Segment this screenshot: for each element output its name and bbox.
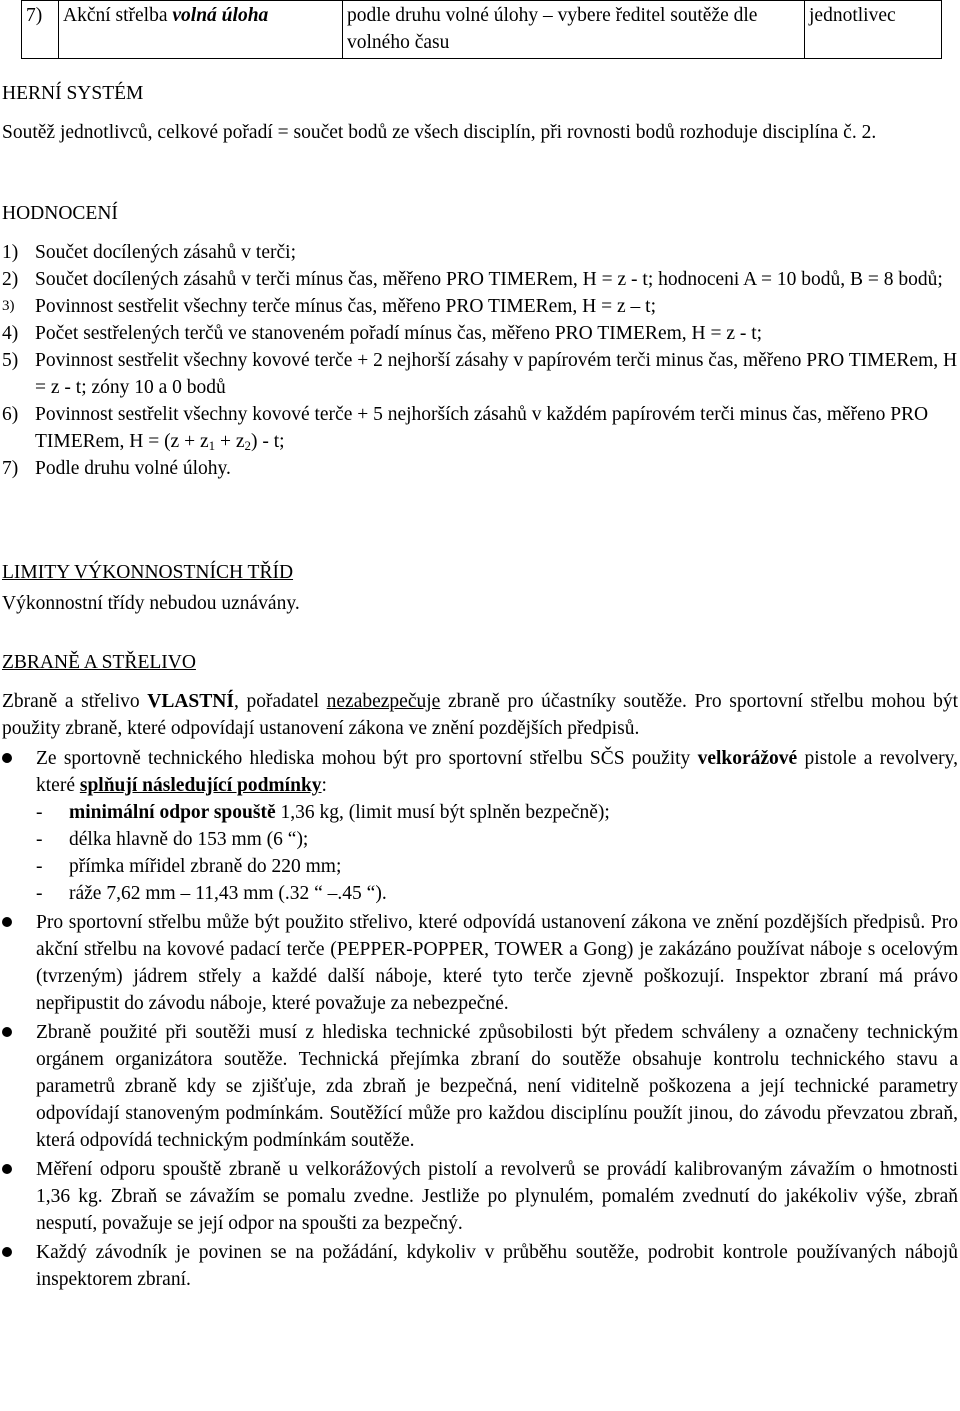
bullet-item-inspection: Zbraně použité při soutěži musí z hlediska technické způsobilosti být předem schváleny a označeny technickým orgánem organizátora soutěže. Technická přejímka zbraní do soutěže obsahuje kontrolu technického stavu a parametrů zbraně kdy se zjišťuje, zda zbraň je bezpečná, není viditelně poškozena a její technické parametry odpovídají stanoveným podmínkám. Soutěžící může pro každou disciplínu použít jinou, do závodu převzatou zbraň, která odpovídá technickým podmínkám soutěže. <box>2 1019 958 1154</box>
list-item: 2) Součet docílených zásahů v terči mínus čas, měřeno PRO TIMERem, H = z - t; hodnoceni A = 10 bodů, B = 8 bodů; <box>2 269 943 290</box>
limity-section <box>2 559 958 617</box>
herni-system-heading: HERNÍ SYSTÉM <box>2 83 144 104</box>
herni-system-text: Soutěž jednotlivců, celkové pořadí = součet bodů ze všech disciplín, při rovnosti bodů rozhoduje disciplína č. 2. <box>2 122 877 143</box>
hodnoceni-section <box>2 200 958 482</box>
list-item: 3) Povinnost sestřelit všechny terče mínus čas, měřeno PRO TIMERem, H = z – t; <box>2 296 657 317</box>
list-item: 5) Povinnost sestřelit všechny kovové terče + 2 nejhorší zásahy v papírovém terči minus čas, měřeno PRO TIMERem, H = z - t; zóny 10 a 0 bodů <box>2 350 958 398</box>
bullet-item-ammo: Pro sportovní střelbu může být použito střelivo, které odpovídá ustanovení zákona ve znění pozdějších předpisů. Pro akční střelbu na kovové padací terče (PEPPER-POPPER, TOWER a Gong) je zakázáno používat náboje s ocelovým (tvrzeným) jádrem střely a každé další náboje, které tyto terče zjevně poškozují. Inspektor zbraní má právo nepřipustit do závodu náboje, které považuje za nebezpečné. <box>2 909 958 1017</box>
zbrane-intro: Zbraně a střelivo VLASTNÍ, pořadatel nezabezpečuje zbraně pro účastníky soutěže. Pro sportovní střelbu mohou být použity zbraně, které odpovídají ustanovení zákona ve znění pozdějších předpisů. <box>2 691 958 739</box>
herni-system-section <box>2 80 958 146</box>
bullet-icon <box>2 1247 12 1257</box>
discipline-table <box>21 0 942 59</box>
dash-item: - ráže 7,62 mm – 11,43 mm (.32 “ –.45 “). <box>36 883 387 904</box>
bullet-icon <box>2 1164 12 1174</box>
discipline-description: podle druhu volné úlohy – vybere ředitel soutěže dle volného času <box>343 1 805 59</box>
dash-item: - minimální odpor spouště 1,36 kg, (limit musí být splněn bezpečně); <box>36 802 610 823</box>
discipline-type: jednotlivec <box>805 1 942 59</box>
limity-heading: LIMITY VÝKONNOSTNÍCH TŘÍD <box>2 562 294 583</box>
hodnoceni-list <box>2 239 958 482</box>
bullet-icon <box>2 753 12 763</box>
bullet-item-trigger: Měření odporu spouště zbraně u velkorážových pistolí a revolverů se provádí kalibrovaným závažím o hmotnosti 1,36 kg. Zbraň se závažím se pomalu zvedne. Jestliže po plynulém, pomalém zvednutí do jakékoliv výše, zbraň nesputí, považuje se její odpor na spoušti za bezpečný. <box>2 1156 958 1237</box>
dash-item: - přímka mířidel zbraně do 220 mm; <box>36 856 342 877</box>
zbrane-section <box>2 649 958 1293</box>
hodnoceni-heading: HODNOCENÍ <box>2 203 118 224</box>
bullet-item-control: Každý závodník je povinen se na požádání, kdykoliv v průběhu soutěže, podrobit kontrole používaných nábojů inspektorem zbraní. <box>2 1239 958 1293</box>
row-number: 7) <box>22 1 59 59</box>
discipline-name: Akční střelba volná úloha <box>59 1 343 59</box>
table-row <box>22 1 942 59</box>
list-item: 1) Součet docílených zásahů v terči; <box>2 242 296 263</box>
list-item: 6) Povinnost sestřelit všechny kovové terče + 5 nejhorších zásahů v každém papírovém terči minus čas, měřeno PRO TIMERem, $H = (z + z_1 + z_2) - t$; <box>2 404 929 453</box>
bullet-icon <box>2 917 12 927</box>
limity-text: Výkonnostní třídy nebudou uznávány. <box>2 593 300 614</box>
list-item: 4) Počet sestřelených terčů ve stanoveném pořadí mínus čas, měřeno PRO TIMERem, H = z - t; <box>2 323 763 344</box>
bullet-icon <box>2 1027 12 1037</box>
dash-item: - délka hlavně do 153 mm (6 “); <box>36 829 309 850</box>
list-item: 7) Podle druhu volné úlohy. <box>2 458 231 479</box>
bullet-item-requirements: Ze sportovně technického hlediska mohou být pro sportovní střelbu SČS použity velkorážové pistole a revolvery, které splňují následující podmínky: - minimální odpor spouště 1,36 kg, (limit musí být splněn bezpečně); - délka hlavně do 153 mm (6 “); - přímka mířidel zbraně do 220 mm; - ráže 7,62 mm – 11,43 mm (.32 “ –.45 “). <box>2 745 958 907</box>
zbrane-heading: ZBRANĚ A STŘELIVO <box>2 652 196 673</box>
